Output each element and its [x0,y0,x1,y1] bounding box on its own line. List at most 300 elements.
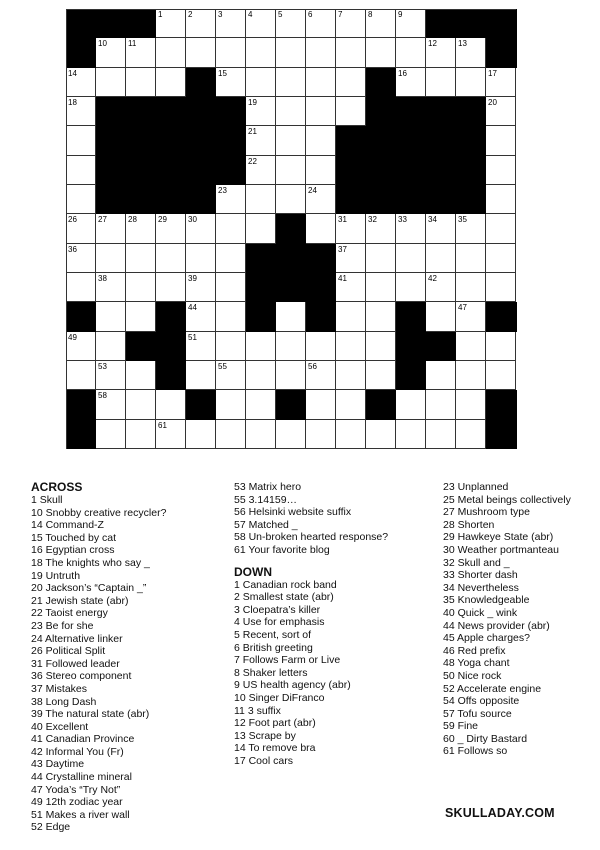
grid-block [96,97,127,127]
grid-block [156,361,187,391]
grid-cell[interactable] [366,9,396,38]
clue-number: 30 [188,215,197,225]
grid-cell[interactable] [186,420,216,449]
clue-item: 8 Shaker letters [234,666,308,679]
grid-cell[interactable] [156,420,186,449]
grid-cell[interactable] [216,273,246,302]
clue-item: 45 Apple charges? [443,632,530,645]
clue-number: 42 [428,273,437,283]
grid-cell[interactable] [126,244,156,273]
grid-cell[interactable] [366,361,396,390]
grid-cell[interactable] [156,38,186,67]
grid-block [66,9,97,39]
grid-block [186,126,217,156]
clue-number: 5 [278,10,283,19]
grid-cell[interactable] [396,390,426,419]
clue-item: 24 Alternative linker [31,632,123,645]
clue-number: 37 [338,244,347,254]
clue-number: 58 [98,391,107,401]
grid-cell[interactable] [366,420,396,449]
grid-block [396,302,427,332]
grid-cell[interactable] [276,332,306,361]
clue-number: 7 [338,10,343,19]
grid-cell[interactable] [216,68,246,97]
clue-item: 2 Smallest state (abr) [234,591,334,604]
grid-cell[interactable] [276,185,306,214]
grid-cell[interactable] [396,273,426,302]
grid-cell[interactable] [186,332,216,361]
grid-cell[interactable] [456,214,486,243]
grid-cell[interactable] [126,38,156,67]
clue-number: 14 [68,68,77,78]
clue-number: 21 [248,127,257,137]
grid-cell[interactable] [336,68,366,97]
grid-block [66,38,97,68]
clue-item: 46 Red prefix [443,644,506,657]
grid-cell[interactable] [456,332,486,361]
grid-cell[interactable] [396,214,426,243]
grid-cell[interactable] [96,214,126,243]
grid-block [126,185,157,215]
grid-cell[interactable] [186,9,216,38]
grid-cell[interactable] [156,390,186,419]
clue-item: 51 Makes a river wall [31,808,130,821]
clue-item: 35 Knowledgeable [443,594,530,607]
clue-item: 48 Yoga chant [443,657,510,670]
grid-cell[interactable] [216,38,246,67]
clue-number: 49 [68,332,77,342]
grid-block [426,9,457,39]
grid-block [96,185,127,215]
site-url: SKULLADAY.COM [445,806,555,820]
clue-item: 6 British greeting [234,641,313,654]
grid-cell[interactable] [306,9,336,38]
clue-item: 23 Be for she [31,619,94,632]
grid-block [96,9,127,39]
grid-cell[interactable] [366,38,396,67]
grid-block [126,332,157,362]
grid-cell[interactable] [456,302,486,331]
clue-number: 47 [458,303,467,313]
grid-cell[interactable] [156,244,186,273]
grid-cell[interactable] [366,214,396,243]
grid-cell[interactable] [216,244,246,273]
grid-block [486,38,517,68]
grid-cell[interactable] [186,244,216,273]
grid-cell[interactable] [276,361,306,390]
grid-cell[interactable] [486,68,516,97]
grid-block [276,390,307,420]
grid-cell[interactable] [306,214,336,243]
grid-cell[interactable] [396,244,426,273]
grid-cell[interactable] [96,390,126,419]
grid-block [216,97,247,127]
grid-cell[interactable] [96,273,126,302]
grid-cell[interactable] [456,68,486,97]
grid-cell[interactable] [186,38,216,67]
grid-block [336,126,367,156]
clue-number: 39 [188,273,197,283]
grid-cell[interactable] [486,185,516,214]
grid-cell[interactable] [276,9,306,38]
clue-item: 31 Followed leader [31,657,120,670]
grid-cell[interactable] [216,214,246,243]
grid-cell[interactable] [246,38,276,67]
grid-cell[interactable] [66,185,96,214]
grid-block [66,302,97,332]
grid-cell[interactable] [96,68,126,97]
clue-number: 35 [458,215,467,225]
grid-block [456,126,487,156]
grid-cell[interactable] [186,273,216,302]
grid-block [156,332,187,362]
grid-cell[interactable] [336,302,366,331]
clue-item: 14 Command-Z [31,519,104,532]
grid-cell[interactable] [66,244,96,273]
grid-cell[interactable] [426,244,456,273]
down-clue-list-continued [443,481,571,758]
grid-cell[interactable] [246,332,276,361]
grid-cell[interactable] [306,97,336,126]
clue-column-1 [31,481,166,834]
clue-item: 52 Edge [31,821,71,834]
clue-item: 28 Shorten [443,518,495,531]
clue-number: 6 [308,10,313,19]
grid-cell[interactable] [126,214,156,243]
grid-cell[interactable] [486,156,516,185]
clue-number: 22 [248,156,257,166]
grid-cell[interactable] [306,390,336,419]
grid-cell[interactable] [246,97,276,126]
grid-cell[interactable] [96,302,126,331]
grid-cell[interactable] [66,332,96,361]
grid-cell[interactable] [456,38,486,67]
grid-cell[interactable] [306,126,336,155]
clue-item: 49 12th zodiac year [31,796,123,809]
clue-item: 9 US health agency (abr) [234,679,351,692]
grid-cell[interactable] [246,420,276,449]
grid-block [306,244,337,274]
grid-cell[interactable] [276,97,306,126]
grid-cell[interactable] [426,68,456,97]
grid-block [396,156,427,186]
grid-cell[interactable] [306,332,336,361]
grid-cell[interactable] [486,361,516,390]
clue-number: 31 [338,215,347,225]
clue-item: 44 News provider (abr) [443,619,550,632]
grid-cell[interactable] [126,273,156,302]
clue-number: 10 [98,39,107,49]
grid-cell[interactable] [246,390,276,419]
grid-block [216,156,247,186]
grid-cell[interactable] [336,38,366,67]
grid-block [156,97,187,127]
grid-block [96,126,127,156]
clue-item: 30 Weather portmanteau [443,543,559,556]
clue-item: 10 Snobby creative recycler? [31,506,167,519]
grid-cell[interactable] [336,97,366,126]
across-clue-list [31,494,166,834]
grid-block [426,97,457,127]
clue-number: 36 [68,244,77,254]
grid-block [336,185,367,215]
grid-cell[interactable] [366,273,396,302]
clue-number: 19 [248,97,257,107]
grid-cell[interactable] [426,273,456,302]
grid-block [396,126,427,156]
grid-cell[interactable] [396,9,426,38]
clue-number: 17 [488,68,497,78]
clue-number: 13 [458,39,467,49]
grid-cell[interactable] [366,302,396,331]
clue-item: 36 Stereo component [31,670,132,683]
clue-number: 33 [398,215,407,225]
grid-cell[interactable] [336,9,366,38]
grid-cell[interactable] [216,9,246,38]
clue-item: 55 3.14159… [234,493,298,506]
clue-number: 27 [98,215,107,225]
grid-cell[interactable] [186,214,216,243]
grid-cell[interactable] [276,126,306,155]
grid-cell[interactable] [336,214,366,243]
grid-cell[interactable] [306,185,336,214]
across-heading: ACROSS [31,480,83,494]
grid-cell[interactable] [126,420,156,449]
grid-cell[interactable] [486,273,516,302]
grid-cell[interactable] [276,38,306,67]
grid-cell[interactable] [156,9,186,38]
clue-number: 16 [398,68,407,78]
grid-block [66,420,97,450]
grid-block [426,332,457,362]
grid-cell[interactable] [396,420,426,449]
grid-cell[interactable] [216,390,246,419]
clue-item: 40 Quick _ wink [443,606,518,619]
grid-cell[interactable] [246,156,276,185]
grid-cell[interactable] [306,361,336,390]
clue-item: 44 Crystalline mineral [31,771,132,784]
grid-cell[interactable] [426,361,456,390]
grid-cell[interactable] [426,420,456,449]
grid-cell[interactable] [96,38,126,67]
clue-item: 12 Foot part (abr) [234,717,316,730]
clue-item: 15 Touched by cat [31,531,117,544]
grid-cell[interactable] [156,68,186,97]
grid-cell[interactable] [186,361,216,390]
grid-cell[interactable] [486,214,516,243]
grid-cell[interactable] [456,420,486,449]
grid-block [66,390,97,420]
grid-block [246,273,277,303]
grid-cell[interactable] [426,390,456,419]
clue-item: 59 Fine [443,720,479,733]
down-clue-list [234,579,388,768]
grid-block [216,126,247,156]
grid-block [126,126,157,156]
grid-cell[interactable] [246,68,276,97]
grid-block [186,68,217,98]
grid-cell[interactable] [456,273,486,302]
grid-cell[interactable] [306,68,336,97]
clue-number: 53 [98,361,107,371]
grid-cell[interactable] [126,302,156,331]
grid-cell[interactable] [66,273,96,302]
grid-block [276,244,307,274]
grid-cell[interactable] [96,361,126,390]
grid-cell[interactable] [276,420,306,449]
clue-item: 61 Follows so [443,745,508,758]
grid-block [396,185,427,215]
clue-number: 1 [158,10,163,19]
grid-cell[interactable] [486,97,516,126]
clue-number: 28 [128,215,137,225]
clue-item: 32 Skull and _ [443,556,510,569]
grid-cell[interactable] [336,361,366,390]
grid-block [306,273,337,303]
clue-item: 40 Excellent [31,720,89,733]
clue-column-3 [443,481,571,758]
clue-item: 21 Jewish state (abr) [31,594,129,607]
grid-block [426,156,457,186]
grid-cell[interactable] [336,390,366,419]
grid-block [486,9,517,39]
grid-cell[interactable] [486,332,516,361]
grid-cell[interactable] [336,273,366,302]
clue-number: 41 [338,273,347,283]
clue-number: 11 [128,39,137,49]
grid-cell[interactable] [66,361,96,390]
clue-item: 57 Matched _ [234,518,298,531]
clue-column-2 [234,481,388,767]
clue-item: 29 Hawkeye State (abr) [443,531,554,544]
grid-cell[interactable] [276,68,306,97]
grid-cell[interactable] [156,273,186,302]
clue-item: 4 Use for emphasis [234,616,325,629]
grid-cell[interactable] [216,332,246,361]
clue-item: 41 Canadian Province [31,733,135,746]
clue-item: 1 Skull [31,494,63,506]
grid-cell[interactable] [486,244,516,273]
grid-cell[interactable] [426,38,456,67]
clue-number: 8 [368,10,373,19]
clue-item: 56 Helsinki website suffix [234,506,352,519]
clue-item: 10 Singer DiFranco [234,691,325,704]
grid-block [246,302,277,332]
clue-number: 29 [158,215,167,225]
grid-block [366,156,397,186]
grid-cell[interactable] [366,332,396,361]
grid-cell[interactable] [246,126,276,155]
grid-block [96,156,127,186]
grid-block [186,185,217,215]
grid-cell[interactable] [336,244,366,273]
grid-cell[interactable] [126,361,156,390]
grid-block [366,126,397,156]
grid-cell[interactable] [276,302,306,331]
grid-cell[interactable] [246,361,276,390]
grid-block [396,361,427,391]
grid-cell[interactable] [456,390,486,419]
grid-block [456,9,487,39]
clue-number: 24 [308,185,317,195]
grid-cell[interactable] [336,420,366,449]
crossword-grid [66,9,516,449]
grid-cell[interactable] [366,244,396,273]
grid-cell[interactable] [306,420,336,449]
grid-cell[interactable] [276,156,306,185]
grid-block [486,420,517,450]
grid-cell[interactable] [456,361,486,390]
grid-cell[interactable] [396,38,426,67]
grid-cell[interactable] [426,214,456,243]
grid-cell[interactable] [156,214,186,243]
clue-item: 34 Nevertheless [443,581,519,594]
grid-cell[interactable] [126,68,156,97]
clue-number: 56 [308,361,317,371]
grid-cell[interactable] [246,214,276,243]
grid-cell[interactable] [66,214,96,243]
grid-cell[interactable] [336,332,366,361]
grid-cell[interactable] [186,302,216,331]
grid-cell[interactable] [216,185,246,214]
clue-item: 38 Long Dash [31,695,97,708]
grid-block [426,185,457,215]
clue-number: 38 [98,273,107,283]
grid-cell[interactable] [96,420,126,449]
grid-cell[interactable] [306,38,336,67]
clue-item: 7 Follows Farm or Live [234,654,341,667]
grid-cell[interactable] [66,156,96,185]
clue-item: 58 Un-broken hearted response? [234,531,389,544]
grid-cell[interactable] [246,9,276,38]
grid-block [396,332,427,362]
grid-cell[interactable] [216,302,246,331]
grid-cell[interactable] [96,244,126,273]
clue-number: 2 [188,10,193,19]
grid-cell[interactable] [456,244,486,273]
clue-item: 27 Mushroom type [443,506,530,519]
clue-item: 60 _ Dirty Bastard [443,732,528,745]
down-heading: DOWN [234,564,272,579]
grid-block [156,126,187,156]
grid-cell[interactable] [66,97,96,126]
grid-cell[interactable] [66,126,96,155]
grid-cell[interactable] [66,68,96,97]
grid-cell[interactable] [126,390,156,419]
grid-block [276,214,307,244]
clue-item: 42 Informal You (Fr) [31,745,124,758]
grid-cell[interactable] [96,332,126,361]
grid-block [186,156,217,186]
grid-cell[interactable] [426,302,456,331]
grid-cell[interactable] [216,420,246,449]
clue-item: 47 Yoda’s “Try Not” [31,783,121,796]
grid-cell[interactable] [396,68,426,97]
clue-number: 34 [428,215,437,225]
clue-item: 25 Metal beings collectively [443,493,571,506]
clue-number: 4 [248,10,253,19]
clue-number: 15 [218,68,227,78]
clue-number: 3 [218,10,223,19]
grid-block [366,97,397,127]
grid-cell[interactable] [306,156,336,185]
clue-number: 18 [68,97,77,107]
clue-item: 17 Cool cars [234,754,293,767]
grid-cell[interactable] [486,126,516,155]
clue-number: 32 [368,215,377,225]
grid-cell[interactable] [216,361,246,390]
grid-cell[interactable] [246,185,276,214]
